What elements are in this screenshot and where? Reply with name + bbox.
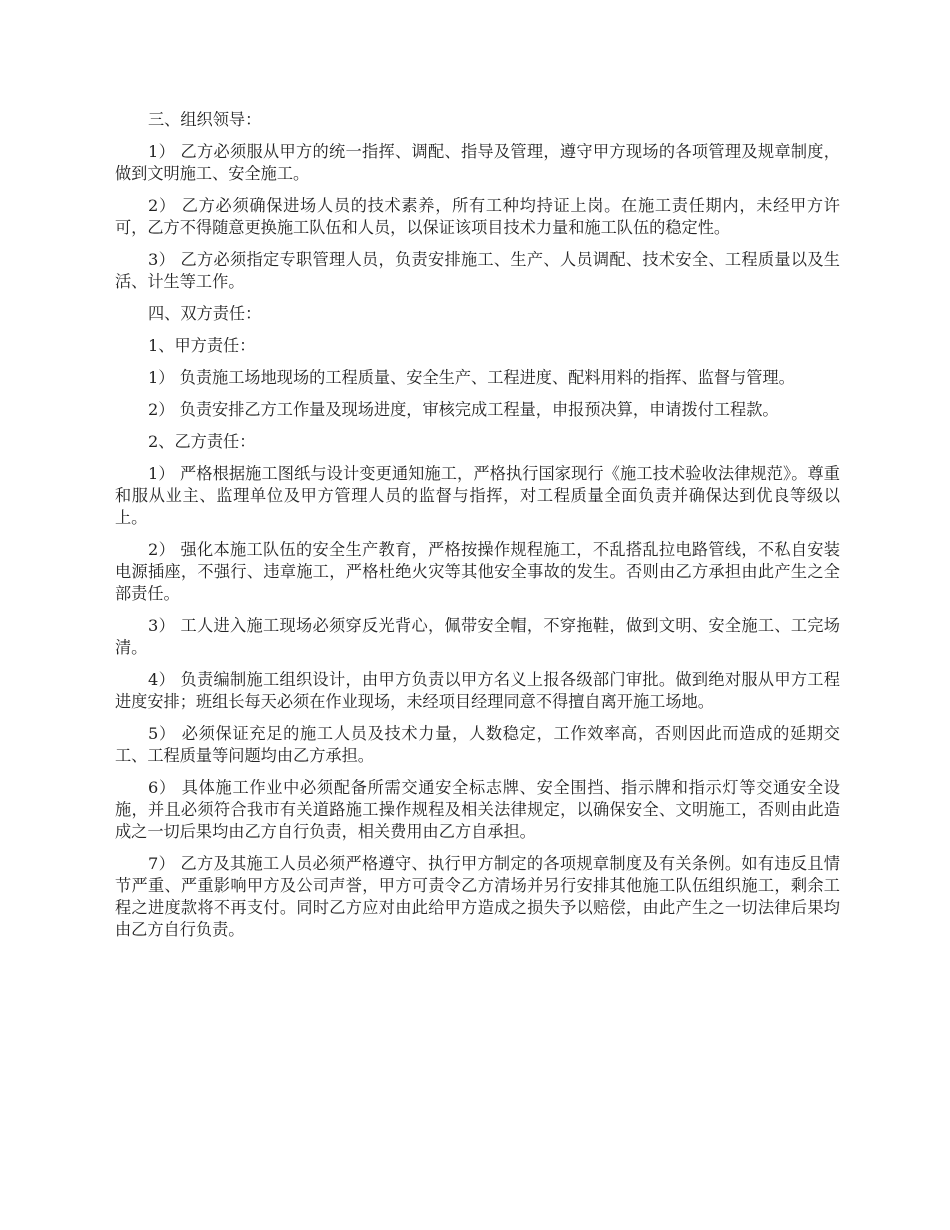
clause-party-b-1: 1） 严格根据施工图纸与设计变更通知施工，严格执行国家现行《施工技术验收法律规范》。尊重和服从业主、监理单位及甲方管理人员的监督与指挥，对工程质量全面负责并确保达到优良等级以上。 <box>115 464 840 527</box>
clause-organization-2: 2） 乙方必须确保进场人员的技术素养，所有工种均持证上岗。在施工责任期内，未经甲方许可，乙方不得随意更换施工队伍和人员，以保证该项目技术力量和施工队伍的稳定性。 <box>115 196 840 237</box>
clause-party-b-6: 6） 具体施工作业中必须配备所需交通安全标志牌、安全围挡、指示牌和指示灯等交通安全设施，并且必须符合我市有关道路施工操作规程及相关法律规定，以确保安全、文明施工，否则由此造成之一切后果均由乙方自行负责，相关费用由乙方自承担。 <box>115 778 840 841</box>
subheading-party-b: 2、乙方责任： <box>148 432 256 451</box>
clause-party-b-4: 4） 负责编制施工组织设计，由甲方负责以甲方名义上报各级部门审批。做到绝对服从甲方工程进度安排；班组长每天必须在作业现场，未经项目经理同意不得擅自离开施工场地。 <box>115 670 840 711</box>
clause-party-b-5: 5） 必须保证充足的施工人员及技术力量，人数稳定，工作效率高，否则因此而造成的延期交工、工程质量等问题均由乙方承担。 <box>115 724 840 765</box>
clause-organization-1: 1） 乙方必须服从甲方的统一指挥、调配、指导及管理，遵守甲方现场的各项管理及规章制度，做到文明施工、安全施工。 <box>115 142 840 183</box>
subheading-party-a: 1、甲方责任： <box>148 336 256 355</box>
clause-party-b-3: 3） 工人进入施工现场必须穿反光背心，佩带安全帽，不穿拖鞋，做到文明、安全施工、工完场清。 <box>115 616 840 657</box>
clause-party-b-2: 2） 强化本施工队伍的安全生产教育，严格按操作规程施工，不乱搭乱拉电路管线，不私自安装电源插座，不强行、违章施工，严格杜绝火灾等其他安全事故的发生。否则由乙方承担由此产生之全部责任。 <box>115 540 840 603</box>
clause-party-a-2: 2） 负责安排乙方工作量及现场进度，审核完成工程量，申报预决算，申请拨付工程款。 <box>148 400 779 419</box>
section-heading-responsibilities: 四、双方责任： <box>148 304 262 323</box>
clause-party-a-1: 1） 负责施工场地现场的工程质量、安全生产、工程进度、配料用料的指挥、监督与管理。 <box>148 368 795 387</box>
clause-organization-3: 3） 乙方必须指定专职管理人员，负责安排施工、生产、人员调配、技术安全、工程质量以及生活、计生等工作。 <box>115 250 840 291</box>
clause-party-b-7: 7） 乙方及其施工人员必须严格遵守、执行甲方制定的各项规章制度及有关条例。如有违反且情节严重、严重影响甲方及公司声誉，甲方可责令乙方清场并另行安排其他施工队伍组织施工，剩余工程之进度款将不再支付。同时乙方应对由此给甲方造成之损失予以赔偿，由此产生之一切法律后果均由乙方自行负责。 <box>115 854 840 939</box>
section-heading-organization: 三、组织领导： <box>148 110 262 129</box>
